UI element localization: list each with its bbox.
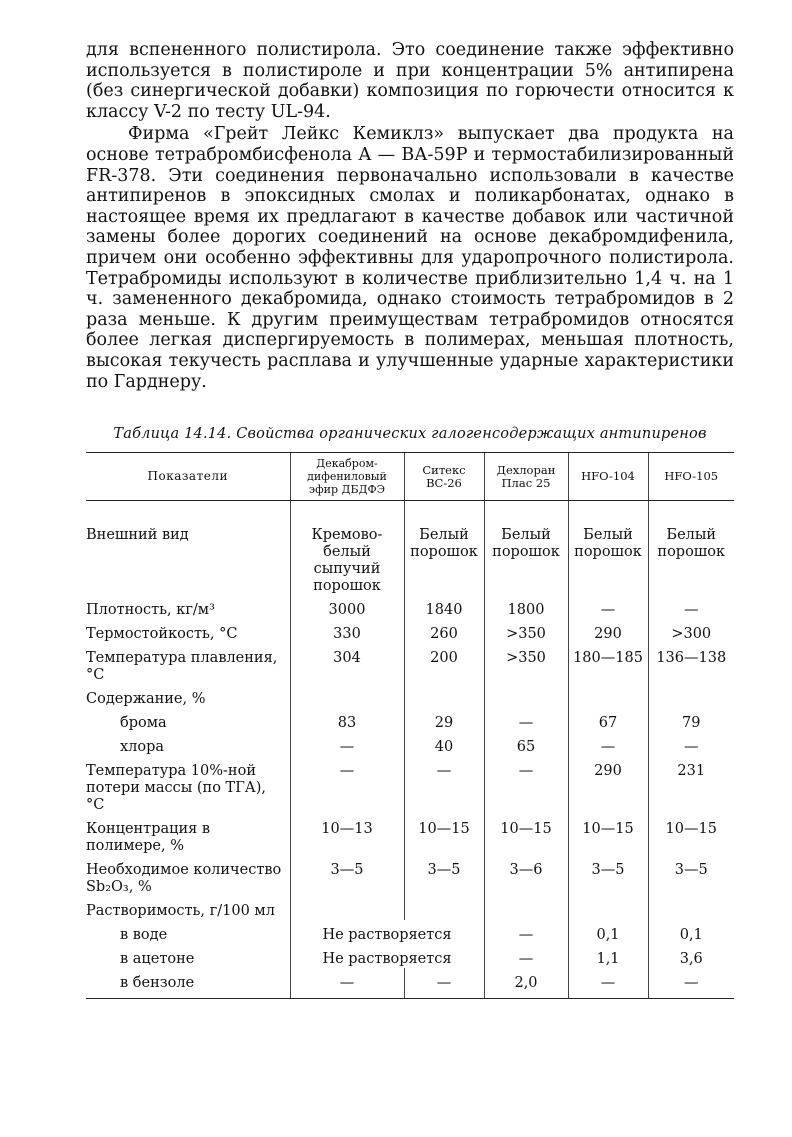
table-cell: 3000 (290, 595, 404, 619)
table-row (86, 501, 734, 596)
table-cell: 0,1 (568, 920, 648, 944)
table-cell: 10—15 (404, 814, 484, 855)
header-cell: Показатели (86, 453, 290, 501)
table-header-row (86, 453, 734, 501)
page (86, 40, 734, 999)
row-label: в ацетоне (120, 951, 195, 968)
table-cell: — (648, 968, 734, 999)
table-cell: 1800 (484, 595, 568, 619)
table-cell: — (290, 732, 404, 756)
row-label: Температура плавления, °С (86, 650, 278, 684)
row-label: Содержание, % (86, 691, 206, 708)
row-label: в воде (120, 927, 168, 944)
table-cell: >300 (648, 619, 734, 643)
merged-cell: Не растворяется (290, 944, 484, 968)
table-cell: Белый порошок (404, 501, 484, 596)
paragraph-2: Фирма «Грейт Лейкс Кемиклз» выпускает два продукта на основе тетрабромбисфенола А — ВА-59Р и термостабилизированный FR-378. Эти соединения первоначально использовали в качестве антипиренов в эпоксидных смолах и поликарбонатах, однако в настоящее время их предлагают в качестве добавок или частичной замены более дорогих соединений на основе декабромдифенила, причем они особенно эффективны для ударопрочного полистирола. Тетрабромиды используют в количестве приблизительно 1,4 ч. на 1 ч. замененного декабромида, однако стоимость тетрабромидов в 2 раза меньше. К другим преимуществам тетрабромидов относятся более легкая диспергируемость в полимерах, меньшая плотность, высокая текучесть расплава и улучшенные ударные характеристики по Гарднеру. (86, 124, 734, 392)
table-cell: — (648, 595, 734, 619)
table-cell: 3,6 (648, 944, 734, 968)
header-cell: HFO-105 (648, 453, 734, 501)
table-cell: Белый порошок (484, 501, 568, 596)
header-cell: HFO-104 (568, 453, 648, 501)
row-label: Термостойкость, °С (86, 626, 238, 643)
row-label: в бензоле (86, 968, 290, 999)
table-cell: — (290, 968, 404, 999)
row-label: Растворимость, г/100 мл (86, 903, 275, 920)
table-cell: 290 (568, 756, 648, 814)
table-cell: 1840 (404, 595, 484, 619)
table-row (86, 896, 734, 920)
table-cell: 10—15 (484, 814, 568, 855)
table-cell: Кремово-белый сыпучий порошок (290, 501, 404, 596)
table-cell: — (568, 732, 648, 756)
row-label: Плотность, кг/м³ (86, 602, 215, 619)
table-body (86, 501, 734, 999)
table-cell: — (484, 708, 568, 732)
table-row (86, 732, 734, 756)
table-cell: 40 (404, 732, 484, 756)
table-cell: — (404, 756, 484, 814)
table-cell (568, 684, 648, 708)
table-cell: >350 (484, 643, 568, 684)
header-cell: Ситекс ВС-26 (404, 453, 484, 501)
table-cell: 0,1 (648, 920, 734, 944)
row-label: Внешний вид (86, 527, 189, 544)
table-cell: — (568, 968, 648, 999)
table-cell: Белый порошок (568, 501, 648, 596)
table-row (86, 855, 734, 896)
table-cell: — (290, 756, 404, 814)
table-cell: Белый порошок (648, 501, 734, 596)
table-cell: — (404, 968, 484, 999)
table-cell: — (484, 756, 568, 814)
header-cell: Дехлоран Плас 25 (484, 453, 568, 501)
table-cell: — (484, 920, 568, 944)
table-row (86, 684, 734, 708)
table-cell: 290 (568, 619, 648, 643)
table-cell: 3—6 (484, 855, 568, 896)
table-cell: 29 (404, 708, 484, 732)
table-cell: 83 (290, 708, 404, 732)
table-cell: 231 (648, 756, 734, 814)
table-cell (484, 684, 568, 708)
table-cell (290, 684, 404, 708)
table-cell: 3—5 (290, 855, 404, 896)
table-cell: 1,1 (568, 944, 648, 968)
row-label: хлора (120, 739, 165, 756)
table-cell (484, 896, 568, 920)
table-row (86, 643, 734, 684)
table-row (86, 944, 734, 968)
row-label: брома (120, 715, 167, 732)
table-cell: >350 (484, 619, 568, 643)
table-row (86, 595, 734, 619)
table-cell: 330 (290, 619, 404, 643)
table-cell (404, 896, 484, 920)
table-cell: — (484, 944, 568, 968)
table-cell: 3—5 (568, 855, 648, 896)
table-cell: 304 (290, 643, 404, 684)
table-cell: 180—185 (568, 643, 648, 684)
table-row (86, 708, 734, 732)
table-row (86, 920, 734, 944)
header-cell: Декабром-дифениловый эфир ДБДФЭ (290, 453, 404, 501)
table-cell: — (568, 595, 648, 619)
table-cell: 200 (404, 643, 484, 684)
table-cell: 10—13 (290, 814, 404, 855)
table-row (86, 756, 734, 814)
table-row (86, 814, 734, 855)
table-cell: 10—15 (568, 814, 648, 855)
table-cell (648, 684, 734, 708)
row-label: Температура 10%-ной потери массы (по ТГА), °С (86, 763, 267, 814)
table-cell: 3—5 (648, 855, 734, 896)
table-cell (404, 684, 484, 708)
table-cell: — (648, 732, 734, 756)
table-cell (290, 896, 404, 920)
table-cell: 79 (648, 708, 734, 732)
table-cell: 67 (568, 708, 648, 732)
table-cell: 10—15 (648, 814, 734, 855)
table-cell: 260 (404, 619, 484, 643)
table-row (86, 619, 734, 643)
table-caption: Таблица 14.14. Свойства органических галогенсодержащих антипиренов (113, 426, 707, 443)
table-cell (568, 896, 648, 920)
table-cell: 2,0 (484, 968, 568, 999)
table-cell: 3—5 (404, 855, 484, 896)
row-label: Концентрация в полимере, % (86, 821, 211, 855)
table-cell (648, 896, 734, 920)
table-row (86, 968, 734, 999)
paragraph-1: для вспененного полистирола. Это соединение также эффективно используется в полистироле и при концентрации 5% антипирена (без синергической добавки) композиция по горючести относится к классу V-2 по тесту UL-94. (86, 40, 734, 122)
merged-cell: Не растворяется (290, 920, 484, 944)
row-label: Необходимое количество Sb₂O₃, % (86, 862, 282, 896)
table-cell: 65 (484, 732, 568, 756)
table-cell: 136—138 (648, 643, 734, 684)
properties-table (86, 452, 734, 999)
